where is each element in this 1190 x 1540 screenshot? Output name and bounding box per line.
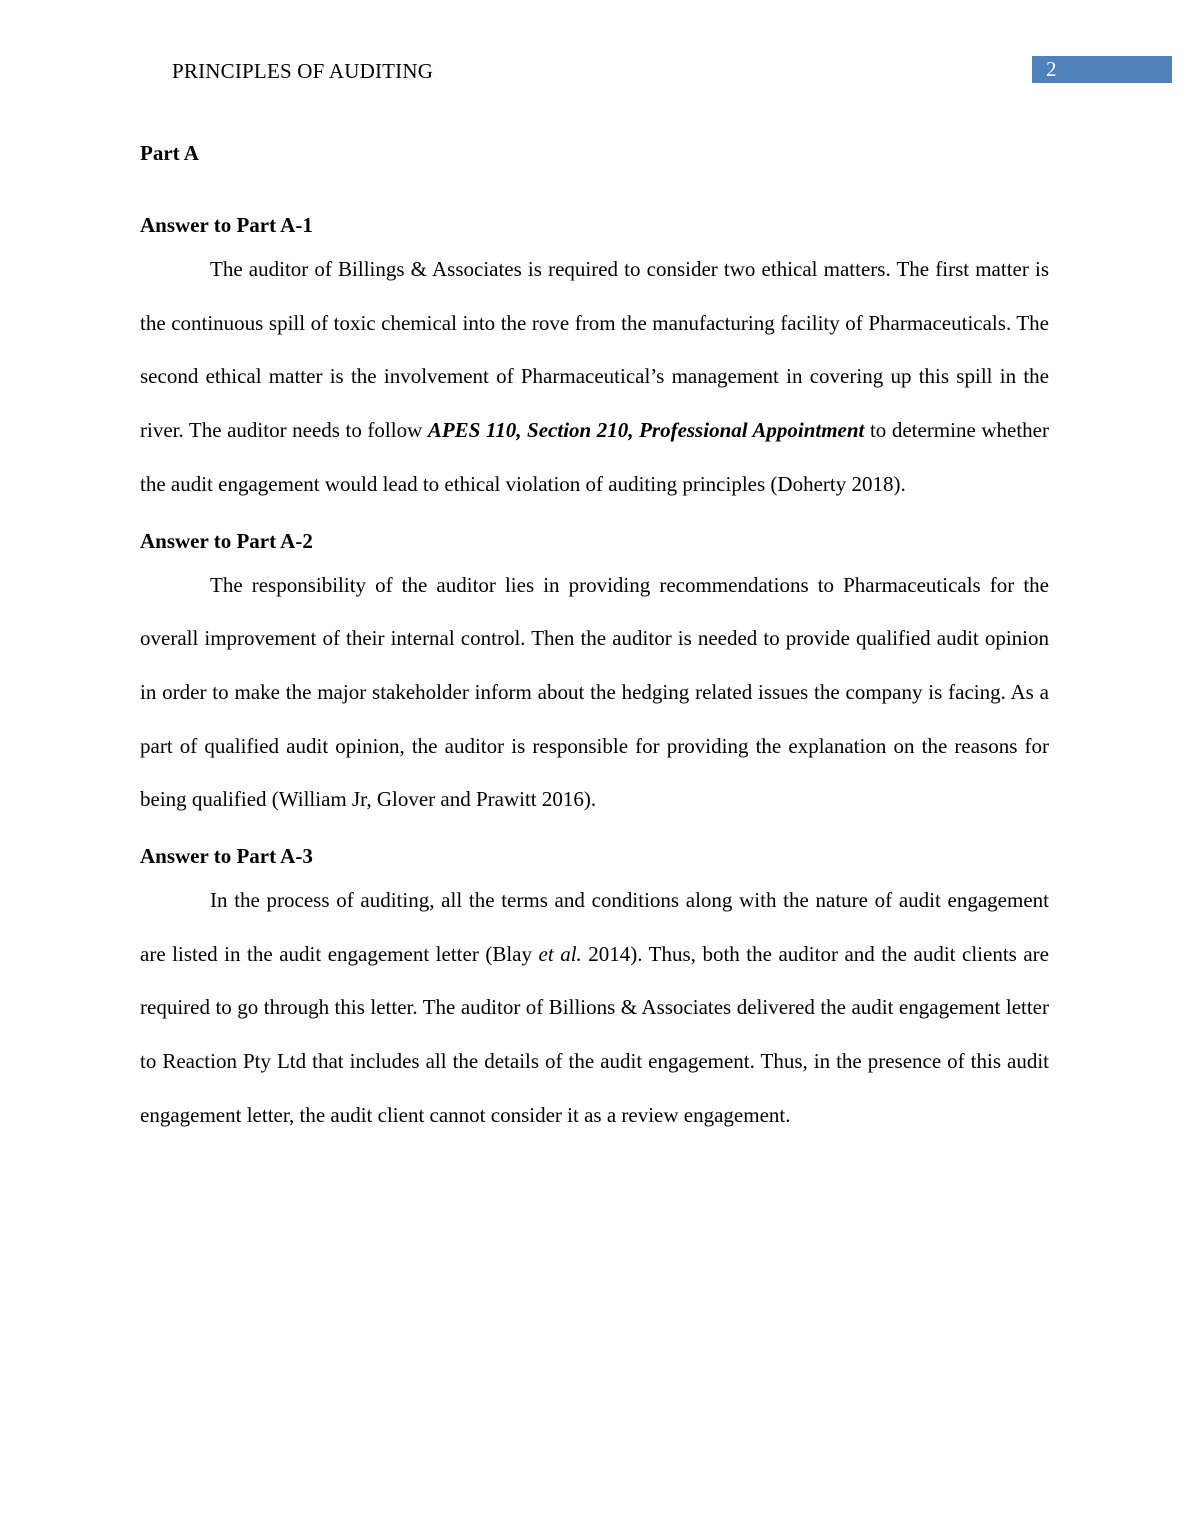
section-paragraph-a3 [140, 874, 1049, 1143]
running-header-title: PRINCIPLES OF AUDITING [172, 59, 434, 83]
document-body [140, 136, 1049, 1155]
page-number-box [1032, 56, 1172, 83]
paragraph-text: 2014). Thus, both the auditor and the audit clients are required to go through this letter. The auditor of Billions & Associates delivered the audit engagement letter to Reaction Pty Ltd that includes all the details of the audit engagement. Thus, in the presence of this audit engagement letter, the audit client cannot consider it as a review engagement. [140, 941, 1049, 1127]
paragraph-text: In the process of auditing, all the terms and conditions along with the nature of audit engagement are listed in the audit engagement letter (Blay [140, 888, 1049, 966]
section-heading-a3: Answer to Part A-3 [140, 844, 313, 869]
paragraph-emphasis: APES 110, Section 210, Professional Appointment [427, 418, 865, 443]
page-number: 2 [1046, 57, 1057, 81]
section-heading-a1: Answer to Part A-1 [140, 213, 313, 237]
section-paragraph-a1 [140, 243, 1049, 512]
paragraph-emphasis: et al. [538, 941, 582, 966]
part-title: Part A [140, 141, 199, 165]
section-paragraph-a2: The responsibility of the auditor lies in providing recommendations to Pharmaceuticals for the overall improvement of their internal control. Then the auditor is needed to provide qualified audit opinion in order to make the major stakeholder inform about the hedging related issues the company is facing. As a part of qualified audit opinion, the auditor is responsible for providing the explanation on the reasons for being qualified (William Jr, Glover and Prawitt 2016). [140, 572, 1049, 812]
paragraph-text: to determine whether the audit engagement would lead to ethical violation of auditing principles (Doherty 2018). [140, 418, 1049, 496]
paragraph-text: The auditor of Billings & Associates is required to consider two ethical matters. The first matter is the continuous spill of toxic chemical into the rove from the manufacturing facility of Pharmaceuticals. The second ethical matter is the involvement of Pharmaceutical’s management in covering up this spill in the river. The auditor needs to follow [140, 257, 1049, 443]
section-heading-a2: Answer to Part A-2 [140, 528, 313, 553]
